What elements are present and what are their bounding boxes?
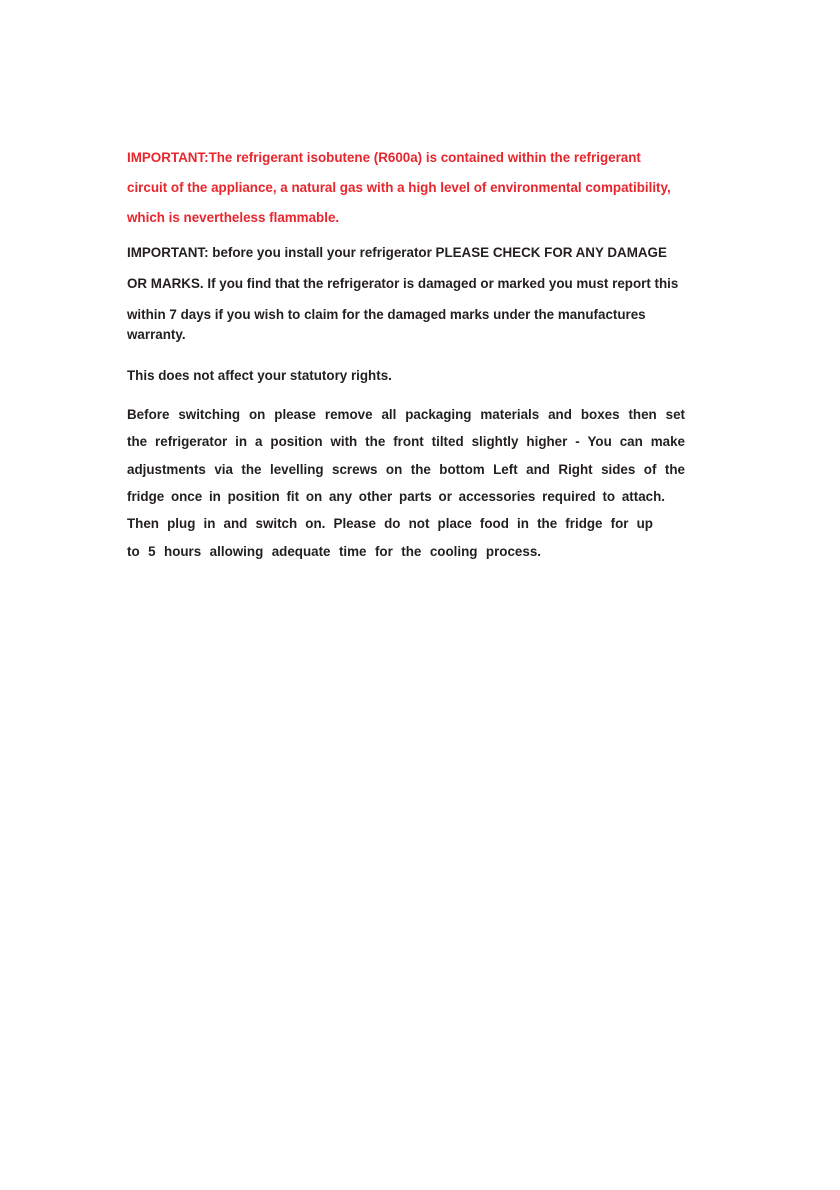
instructions-line-3: adjustments via the levelling screws on the bottom Left and Right sides of the: [127, 462, 685, 477]
statutory-rights-text: This does not affect your statutory rights.: [127, 368, 392, 383]
warning-line-3: which is nevertheless flammable.: [127, 210, 340, 225]
damage-notice-line-1: IMPORTANT: before you install your refrigerator PLEASE CHECK FOR ANY DAMAGE: [127, 245, 667, 260]
instructions-line-1: Before switching on please remove all packaging materials and boxes then set: [127, 407, 685, 422]
instructions-line-2: the refrigerator in a position with the front tilted slightly higher - You can make: [127, 434, 685, 449]
instructions-line-6: to 5 hours allowing adequate time for the cooling process.: [127, 544, 541, 559]
damage-notice-line-3: within 7 days if you wish to claim for the damaged marks under the manufactures: [127, 307, 646, 322]
instructions-line-5: Then plug in and switch on. Please do not place food in the fridge for up: [127, 516, 653, 531]
warning-line-1: IMPORTANT:The refrigerant isobutene (R600a) is contained within the refrigerant: [127, 150, 641, 165]
warning-line-2: circuit of the appliance, a natural gas with a high level of environmental compatibility,: [127, 180, 671, 195]
damage-notice-line-2: OR MARKS. If you find that the refrigerator is damaged or marked you must report this: [127, 276, 679, 291]
damage-notice-line-4: warranty.: [127, 327, 186, 342]
instructions-line-4: fridge once in position fit on any other parts or accessories required to attach.: [127, 489, 665, 504]
